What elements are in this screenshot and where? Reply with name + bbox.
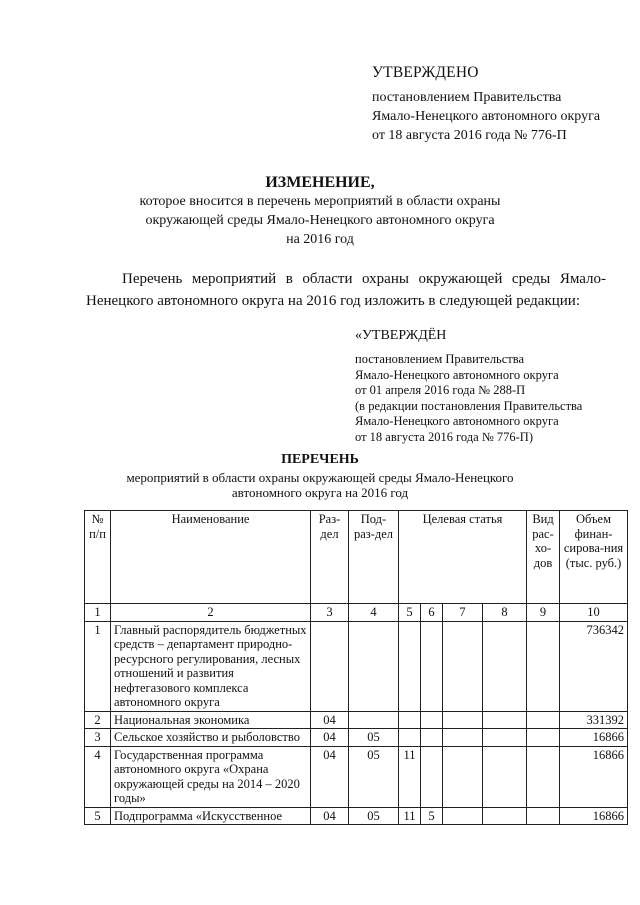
measures-table bbox=[84, 510, 628, 825]
table-row bbox=[85, 621, 628, 711]
cell-target-4 bbox=[483, 711, 527, 729]
quoted-approval-line: постановлением Правительства bbox=[355, 352, 525, 366]
cell-target-1 bbox=[399, 729, 421, 747]
quoted-approval-line: (в редакции постановления Правительства bbox=[355, 398, 583, 413]
cell-volume: 16866 bbox=[560, 807, 628, 825]
cell-num: 3 bbox=[85, 729, 111, 747]
cell-target-3 bbox=[443, 729, 483, 747]
cell-type bbox=[527, 621, 560, 711]
header-subsection: Под-раз-дел bbox=[349, 511, 399, 604]
cell-target-2: 5 bbox=[421, 807, 443, 825]
column-number: 5 bbox=[399, 604, 421, 622]
cell-name: Государственная программа автономного округа «Охрана окружающей среды на 2014 – 2020 годы» bbox=[111, 746, 311, 807]
header-type: Вид рас-хо-дов bbox=[527, 511, 560, 604]
column-number: 1 bbox=[85, 604, 111, 622]
approval-line: Ямало-Ненецкого автономного округа bbox=[372, 109, 601, 124]
paragraph-line: Перечень мероприятий в области охраны окружающей среды Ямало- bbox=[122, 271, 606, 287]
cell-type bbox=[527, 711, 560, 729]
intro-paragraph bbox=[86, 268, 606, 312]
column-number: 3 bbox=[311, 604, 349, 622]
header-volume: Объем финан-сирова-ния (тыс. руб.) bbox=[560, 511, 628, 604]
table-row bbox=[85, 807, 628, 825]
column-number-row bbox=[85, 604, 628, 622]
cell-name: Национальная экономика bbox=[111, 711, 311, 729]
column-number: 7 bbox=[443, 604, 483, 622]
cell-section: 04 bbox=[311, 711, 349, 729]
cell-type bbox=[527, 746, 560, 807]
list-subtitle-line: автономного округа на 2016 год bbox=[231, 485, 409, 500]
quoted-approval-title: «УТВЕРЖДЁН bbox=[355, 328, 447, 343]
cell-target-2 bbox=[421, 711, 443, 729]
cell-section: 04 bbox=[311, 729, 349, 747]
list-subtitle-line: мероприятий в области охраны окружающей среды Ямало-Ненецкого bbox=[126, 470, 514, 485]
cell-subsection: 05 bbox=[349, 746, 399, 807]
quoted-approval-block bbox=[355, 352, 582, 445]
cell-target-1: 11 bbox=[399, 746, 421, 807]
cell-subsection: 05 bbox=[349, 729, 399, 747]
column-number: 8 bbox=[483, 604, 527, 622]
quoted-approval-line: Ямало-Ненецкого автономного округа bbox=[355, 367, 559, 382]
cell-type bbox=[527, 807, 560, 825]
cell-num: 5 bbox=[85, 807, 111, 825]
cell-num: 1 bbox=[85, 621, 111, 711]
cell-name: Главный распорядитель бюджетных средств – департамент природно-ресурсного регулирования, лесных отношений и развития нефтегазового комплекса автономного округа bbox=[111, 621, 311, 711]
cell-num: 4 bbox=[85, 746, 111, 807]
cell-target-4 bbox=[483, 746, 527, 807]
cell-target-3 bbox=[443, 746, 483, 807]
approval-line: постановлением Правительства bbox=[372, 90, 562, 105]
quoted-approval-line: от 18 августа 2016 года № 776-П) bbox=[355, 429, 533, 444]
table-header-row bbox=[85, 511, 628, 604]
change-title: ИЗМЕНЕНИЕ, bbox=[265, 174, 375, 191]
cell-name: Сельское хозяйство и рыболовство bbox=[111, 729, 311, 747]
cell-type bbox=[527, 729, 560, 747]
change-line: которое вносится в перечень мероприятий в области охраны bbox=[139, 194, 501, 209]
table-row bbox=[85, 711, 628, 729]
approval-title: УТВЕРЖДЕНО bbox=[372, 64, 479, 81]
header-num: № п/п bbox=[85, 511, 111, 604]
cell-target-1 bbox=[399, 621, 421, 711]
cell-section: 04 bbox=[311, 807, 349, 825]
cell-target-2 bbox=[421, 729, 443, 747]
cell-subsection bbox=[349, 621, 399, 711]
change-line: на 2016 год bbox=[286, 232, 354, 247]
cell-target-1 bbox=[399, 711, 421, 729]
list-subtitle bbox=[0, 470, 640, 500]
cell-target-3 bbox=[443, 621, 483, 711]
paragraph-line: Ненецкого автономного округа на 2016 год изложить в следующей редакции: bbox=[86, 293, 580, 309]
column-number: 2 bbox=[111, 604, 311, 622]
approval-line: от 18 августа 2016 года № 776-П bbox=[372, 128, 567, 143]
list-title: ПЕРЕЧЕНЬ bbox=[281, 452, 359, 467]
cell-section: 04 bbox=[311, 746, 349, 807]
header-section: Раз-дел bbox=[311, 511, 349, 604]
change-line: окружающей среды Ямало-Ненецкого автономного округа bbox=[145, 213, 495, 228]
cell-section bbox=[311, 621, 349, 711]
header-name: Наименование bbox=[111, 511, 311, 604]
table-row bbox=[85, 746, 628, 807]
cell-volume: 736342 bbox=[560, 621, 628, 711]
cell-volume: 16866 bbox=[560, 746, 628, 807]
column-number: 10 bbox=[560, 604, 628, 622]
cell-volume: 331392 bbox=[560, 711, 628, 729]
column-number: 6 bbox=[421, 604, 443, 622]
cell-target-2 bbox=[421, 746, 443, 807]
header-target: Целевая статья bbox=[399, 511, 527, 604]
cell-target-3 bbox=[443, 807, 483, 825]
column-number: 4 bbox=[349, 604, 399, 622]
cell-name: Подпрограмма «Искусственное bbox=[111, 807, 311, 825]
cell-target-4 bbox=[483, 807, 527, 825]
quoted-approval-line: от 01 апреля 2016 года № 288-П bbox=[355, 383, 526, 397]
approval-block bbox=[372, 88, 600, 145]
cell-subsection bbox=[349, 711, 399, 729]
cell-target-4 bbox=[483, 621, 527, 711]
column-number: 9 bbox=[527, 604, 560, 622]
cell-volume: 16866 bbox=[560, 729, 628, 747]
table-row bbox=[85, 729, 628, 747]
cell-target-2 bbox=[421, 621, 443, 711]
cell-num: 2 bbox=[85, 711, 111, 729]
cell-target-4 bbox=[483, 729, 527, 747]
change-subtitle bbox=[0, 192, 640, 249]
cell-target-1: 11 bbox=[399, 807, 421, 825]
quoted-approval-line: Ямало-Ненецкого автономного округа bbox=[355, 414, 559, 428]
cell-target-3 bbox=[443, 711, 483, 729]
cell-subsection: 05 bbox=[349, 807, 399, 825]
